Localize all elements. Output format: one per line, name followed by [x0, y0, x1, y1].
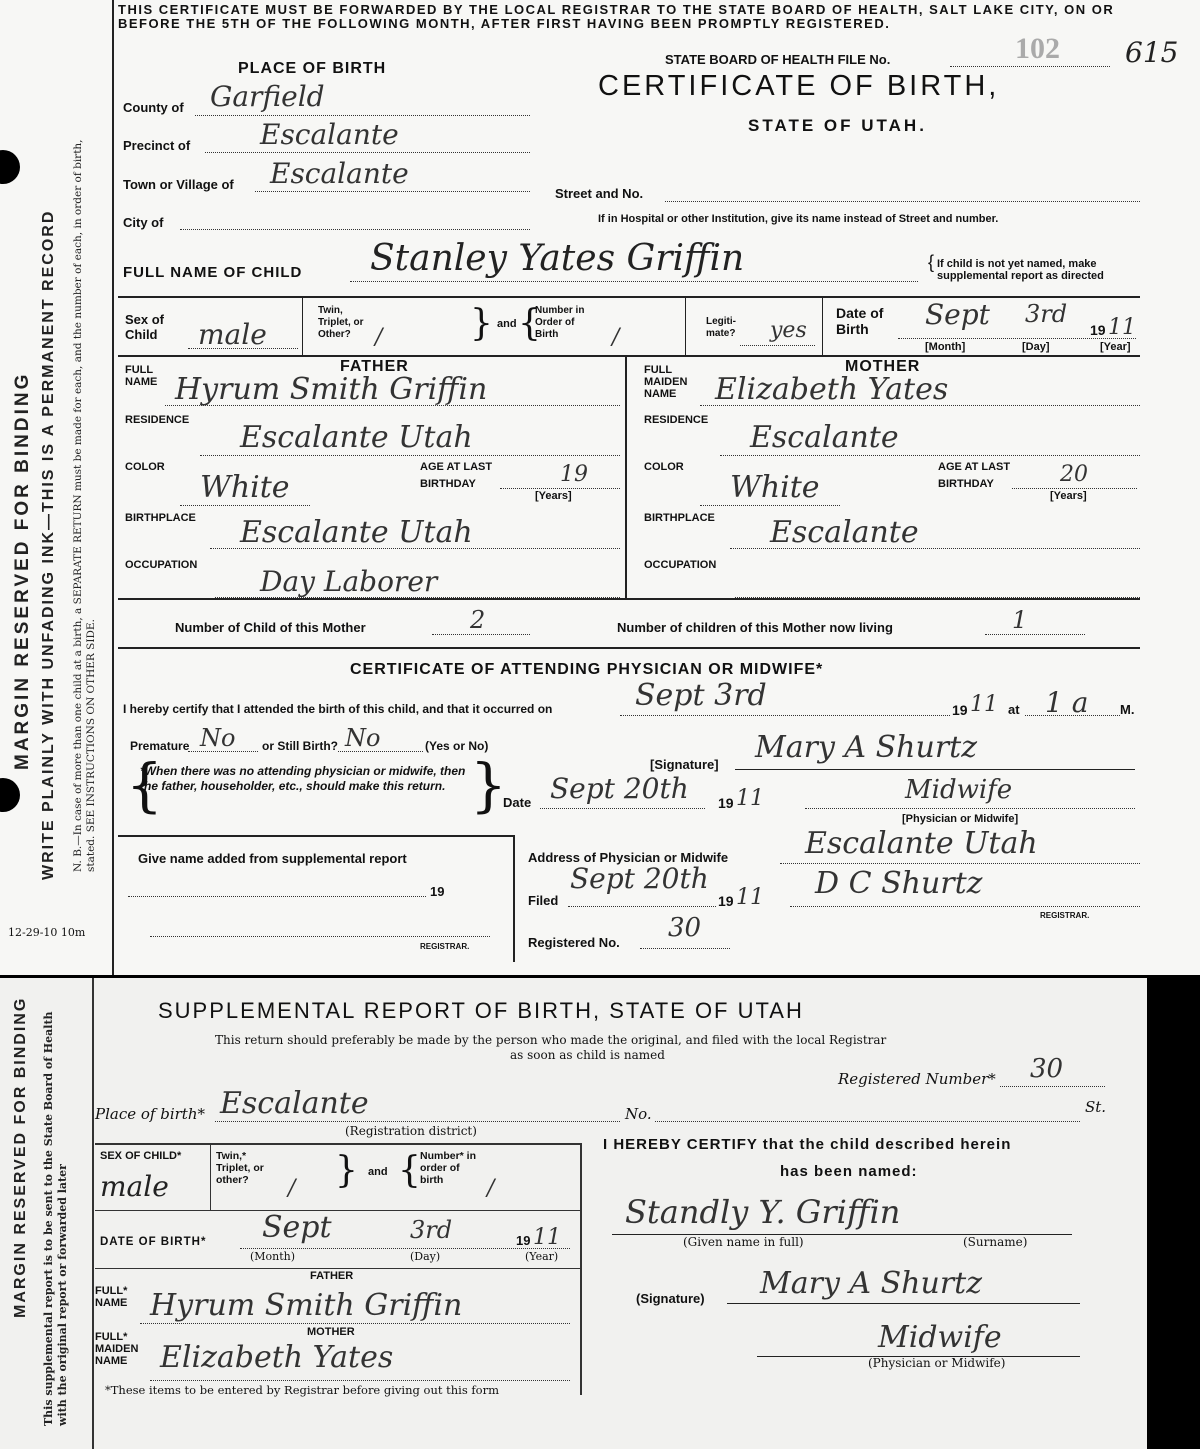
county-value: Garfield — [210, 80, 325, 113]
header-notice: THIS CERTIFICATE MUST BE FORWARDED BY THE LOCAL REGISTRAR TO THE STATE BOARD OF HEALTH, SALT LAKE CITY, ON OR BEFORE THE 5TH OF THE FOLLOWING MONTH, AFTER FIRST HAVING BEEN PROMPTLY REGISTERED. — [118, 2, 1115, 31]
children-value: 2 — [470, 606, 486, 634]
county-line — [195, 115, 530, 116]
mother-years-label: [Years] — [1050, 490, 1087, 502]
city-label: City of — [123, 215, 164, 230]
address-value: Escalante Utah — [805, 826, 1038, 861]
registered-value: 30 — [668, 913, 702, 943]
supp-margin-binding: MARGIN RESERVED FOR BINDING — [12, 996, 29, 1318]
supp-signature-line — [727, 1303, 1080, 1304]
father-name-value: Hyrum Smith Griffin — [175, 372, 488, 407]
supp-signature-label: (Signature) — [636, 1291, 705, 1306]
supp-certify-2: has been named: — [780, 1163, 918, 1180]
supp-sex-value: male — [100, 1170, 169, 1203]
supp-mother-heading: MOTHER — [307, 1326, 355, 1338]
living-label: Number of children of this Mother now living — [617, 620, 893, 635]
living-line — [985, 634, 1085, 635]
stillbirth-value: No — [345, 724, 381, 752]
order-label: Number in Order of Birth — [535, 305, 585, 340]
supp-binding-margin — [0, 978, 94, 1449]
mother-age-label: AGE AT LAST — [938, 461, 1011, 473]
cell-divider — [822, 298, 823, 355]
supp-instructions-2: as soon as child is named — [510, 1048, 665, 1062]
supp-registrar-label: REGISTRAR. — [420, 942, 470, 951]
mother-name-label: FULL MAIDEN NAME — [644, 364, 688, 400]
supp-registrar-line — [150, 936, 490, 937]
father-occupation-label: OCCUPATION — [125, 559, 198, 571]
certify-year-prefix: 19 — [952, 702, 968, 718]
supp-street-line — [655, 1121, 1080, 1122]
supp-margin-note: This supplemental report is to be sent to the State Board of Health with the original report or forwarded later — [42, 1011, 69, 1426]
filed-value: Sept 20th — [570, 862, 709, 895]
supp-order-value: / — [487, 1176, 495, 1201]
mother-residence-line — [720, 455, 1140, 456]
registrar-line — [790, 906, 1140, 907]
date-label: Date — [503, 795, 532, 810]
children-line — [432, 634, 530, 635]
supp-box-line — [128, 896, 426, 897]
dob-label: Date of Birth — [836, 305, 884, 337]
brace: } — [335, 1150, 358, 1191]
father-age-value: 19 — [560, 462, 588, 487]
mother-name-value: Elizabeth Yates — [715, 372, 949, 407]
supp-dob-year-prefix: 19 — [516, 1233, 531, 1248]
mother-occupation-label: OCCUPATION — [644, 559, 717, 571]
supp-and-label: and — [368, 1166, 388, 1178]
supp-day-label: (Day) — [410, 1250, 441, 1263]
father-color-value: White — [200, 470, 290, 505]
signed-date-line — [540, 808, 705, 809]
full-name-line — [350, 281, 918, 282]
father-heading: FATHER — [340, 358, 409, 375]
supp-father-label: FULL* NAME — [95, 1285, 128, 1309]
file-no-extra: 615 — [1125, 36, 1179, 69]
mother-occupation-line — [735, 597, 1140, 598]
brace: { — [126, 751, 163, 819]
signature-line — [735, 769, 1135, 770]
precinct-value: Escalante — [260, 118, 399, 151]
day-label: [Day] — [1022, 341, 1050, 353]
certificate-subtitle: STATE OF UTAH. — [748, 116, 927, 135]
cell-divider — [302, 298, 303, 355]
town-label: Town or Village of — [123, 177, 234, 192]
premature-value: No — [200, 724, 236, 752]
form-code: 12-29-10 10m — [8, 926, 86, 939]
precinct-label: Precinct of — [123, 138, 191, 153]
filed-line — [568, 906, 716, 907]
father-age-line — [500, 488, 620, 489]
place-of-birth-heading: PLACE OF BIRTH — [238, 60, 387, 77]
supp-signature-value: Mary A Shurtz — [760, 1266, 983, 1301]
father-residence-label: RESIDENCE — [125, 414, 190, 426]
supp-twin-value: / — [288, 1176, 296, 1201]
mother-birthplace-label: BIRTHPLACE — [644, 512, 715, 524]
supp-father-line — [140, 1323, 570, 1324]
certify-date-value: Sept 3rd — [635, 678, 767, 713]
signature-value: Mary A Shurtz — [755, 730, 978, 765]
supp-registered-label: Registered Number* — [838, 1070, 996, 1088]
year-label: [Year] — [1100, 341, 1131, 353]
signature-label: [Signature] — [650, 757, 719, 772]
row-divider — [95, 1210, 580, 1211]
supp-instructions-1: This return should preferably be made by the person who made the original, and filed with the local Registrar — [215, 1033, 887, 1047]
certify-year: 11 — [970, 692, 998, 717]
supp-dob-year: 11 — [533, 1225, 561, 1250]
mother-color-label: COLOR — [644, 461, 684, 473]
supp-box-text: Give name added from supplemental report — [138, 851, 407, 866]
city-line — [180, 229, 530, 230]
twin-value: / — [375, 325, 383, 350]
street-label: Street and No. — [555, 186, 644, 201]
supp-dob-label: DATE OF BIRTH* — [100, 1236, 207, 1248]
town-value: Escalante — [270, 157, 409, 190]
precinct-line — [205, 152, 530, 153]
margin-ink-text: WRITE PLAINLY WITH UNFADING INK—THIS IS A PERMANENT RECORD — [40, 209, 57, 880]
registrar-signature: D C Shurtz — [815, 866, 983, 901]
father-birthday-label: BIRTHDAY — [420, 478, 476, 490]
divider — [118, 355, 1140, 357]
mother-age-value: 20 — [1060, 462, 1088, 487]
mother-age-line — [1012, 488, 1137, 489]
full-name-value: Stanley Yates Griffin — [370, 238, 745, 279]
children-label: Number of Child of this Mother — [175, 620, 366, 635]
supp-father-heading: FATHER — [310, 1270, 354, 1282]
full-name-label: FULL NAME OF CHILD — [123, 264, 303, 281]
father-age-label: AGE AT LAST — [420, 461, 493, 473]
supp-mother-line — [150, 1380, 570, 1381]
dob-month: Sept — [925, 298, 990, 331]
title-line — [805, 808, 1135, 809]
brace: { — [398, 1150, 421, 1191]
stillbirth-label: or Still Birth? — [262, 739, 338, 753]
legit-label: Legiti- mate? — [706, 316, 736, 339]
dob-year: 11 — [1108, 315, 1136, 340]
mother-heading: MOTHER — [845, 358, 921, 375]
registered-label: Registered No. — [528, 935, 620, 950]
supp-phys-label: (Physician or Midwife) — [868, 1356, 1006, 1370]
supp-place-value: Escalante — [220, 1086, 369, 1121]
supp-place-line — [215, 1121, 620, 1122]
divider — [118, 647, 1140, 649]
sex-label: Sex of Child — [125, 312, 165, 342]
premature-label: Premature — [130, 739, 190, 753]
supp-title: SUPPLEMENTAL REPORT OF BIRTH, STATE OF UTAH — [158, 998, 804, 1023]
supp-mother-value: Elizabeth Yates — [160, 1340, 394, 1375]
mother-residence-value: Escalante — [750, 420, 899, 455]
supp-month-label: (Month) — [250, 1250, 296, 1263]
father-name-label: FULL NAME — [125, 364, 158, 388]
supp-dob-line — [240, 1248, 570, 1249]
supplemental-report — [0, 978, 1147, 1449]
signed-date-value: Sept 20th — [550, 772, 689, 805]
supp-title-written: Midwife — [878, 1320, 1002, 1355]
supp-dob-day: 3rd — [410, 1216, 453, 1244]
brace: } — [470, 751, 507, 819]
and-label: and — [497, 318, 517, 330]
father-color-line — [180, 505, 310, 506]
legit-value: yes — [770, 318, 807, 343]
supp-year-label: (Year) — [525, 1250, 559, 1263]
margin-binding-text: MARGIN RESERVED FOR BINDING — [12, 371, 33, 770]
supp-registered-value: 30 — [1030, 1054, 1064, 1084]
supp-sex-label: SEX OF CHILD* — [100, 1150, 182, 1162]
supp-st-label: St. — [1085, 1098, 1107, 1116]
legit-line — [740, 345, 815, 346]
supp-mother-label: FULL* MAIDEN NAME — [95, 1331, 139, 1367]
supp-surname-label: (Surname) — [963, 1235, 1028, 1249]
dob-day: 3rd — [1025, 300, 1068, 328]
order-value: / — [612, 325, 620, 350]
file-no-value: 102 — [1015, 32, 1060, 65]
supp-box-year: 19 — [430, 884, 445, 899]
cell-divider — [210, 1145, 211, 1210]
certify-date-line — [620, 715, 950, 716]
dob-line — [898, 338, 1136, 339]
father-color-label: COLOR — [125, 461, 165, 473]
father-residence-line — [200, 455, 620, 456]
supp-twin-label: Twin,* Triplet, or other? — [216, 1150, 264, 1186]
filed-year: 11 — [736, 885, 764, 910]
filed-year-prefix: 19 — [718, 893, 734, 909]
margin-nb-text: N. B.—In case of more than one child at a birth, a SEPARATE RETURN must be made for each, and the number of each, in order of birth, stated. SEE INSTRUCTIONS ON OTHER SIDE. — [72, 139, 97, 872]
supp-footnote: *These items to be entered by Registrar before giving out this form — [105, 1383, 499, 1397]
certificate-title: CERTIFICATE OF BIRTH, — [598, 70, 1000, 102]
mother-birthplace-value: Escalante — [770, 515, 919, 550]
hospital-note: If in Hospital or other Institution, give its name instead of Street and number. — [598, 213, 999, 225]
living-value: 1 — [1012, 606, 1028, 634]
address-line — [780, 863, 1140, 864]
certify-time-value: 1 a — [1045, 686, 1089, 719]
month-label: [Month] — [925, 341, 966, 353]
certify-text: I hereby certify that I attended the birth of this child, and that it occurred on — [123, 702, 553, 716]
father-birthplace-value: Escalante Utah — [240, 515, 473, 550]
supp-father-value: Hyrum Smith Griffin — [150, 1288, 463, 1323]
father-occupation-value: Day Laborer — [260, 565, 438, 598]
father-years-label: [Years] — [535, 490, 572, 502]
supp-certify-1: I HEREBY CERTIFY that the child described herein — [603, 1136, 1012, 1153]
supp-child-name: Standly Y. Griffin — [625, 1193, 901, 1231]
supp-given-label: (Given name in full) — [683, 1235, 804, 1249]
physician-heading: CERTIFICATE OF ATTENDING PHYSICIAN OR MIDWIFE* — [350, 661, 824, 678]
mother-residence-label: RESIDENCE — [644, 414, 709, 426]
supp-dob-month: Sept — [262, 1210, 332, 1245]
dob-year-prefix: 19 — [1090, 322, 1106, 338]
sex-value: male — [198, 318, 267, 351]
attending-note: *When there was no attending physician or midwife, then the father, householder, etc., should make this return. — [140, 764, 466, 793]
father-birthplace-label: BIRTHPLACE — [125, 512, 196, 524]
supp-order-label: Number* in order of birth — [420, 1150, 477, 1186]
physician-midwife-label: [Physician or Midwife] — [902, 813, 1019, 825]
supp-registered-line — [1000, 1086, 1105, 1087]
mother-color-value: White — [730, 470, 820, 505]
punch-hole — [0, 778, 20, 812]
column-divider — [625, 355, 627, 598]
supp-reg-district: (Registration district) — [345, 1124, 477, 1138]
father-residence-value: Escalante Utah — [240, 420, 473, 455]
punch-hole — [0, 150, 20, 184]
town-line — [255, 191, 530, 192]
at-label: at — [1008, 702, 1020, 717]
filed-label: Filed — [528, 893, 559, 908]
brace: { — [518, 303, 541, 344]
cell-divider — [685, 298, 686, 355]
signed-year-prefix: 19 — [718, 795, 734, 811]
name-note: If child is not yet named, make supplemental report as directed — [937, 258, 1104, 282]
brace: } — [470, 303, 493, 344]
mother-birthday-label: BIRTHDAY — [938, 478, 994, 490]
signed-year: 11 — [736, 786, 764, 811]
registered-line — [640, 948, 730, 949]
divider — [118, 598, 1140, 600]
yesno-label: (Yes or No) — [425, 739, 489, 753]
file-no-line — [950, 66, 1110, 67]
m-label: M. — [1120, 702, 1135, 717]
supp-place-label: Place of birth* — [95, 1105, 205, 1123]
binding-margin — [0, 0, 114, 975]
county-label: County of — [123, 100, 184, 115]
title-written: Midwife — [905, 775, 1013, 805]
registrar-label: REGISTRAR. — [1040, 911, 1090, 920]
brace: { — [928, 252, 935, 272]
row-divider — [95, 1268, 580, 1269]
mother-color-line — [700, 505, 840, 506]
supp-no-label: No. — [625, 1105, 652, 1123]
file-no-label: STATE BOARD OF HEALTH FILE No. — [665, 52, 891, 67]
street-line — [665, 201, 1140, 202]
twin-label: Twin, Triplet, or Other? — [318, 305, 364, 340]
address-label: Address of Physician or Midwife — [528, 850, 729, 865]
